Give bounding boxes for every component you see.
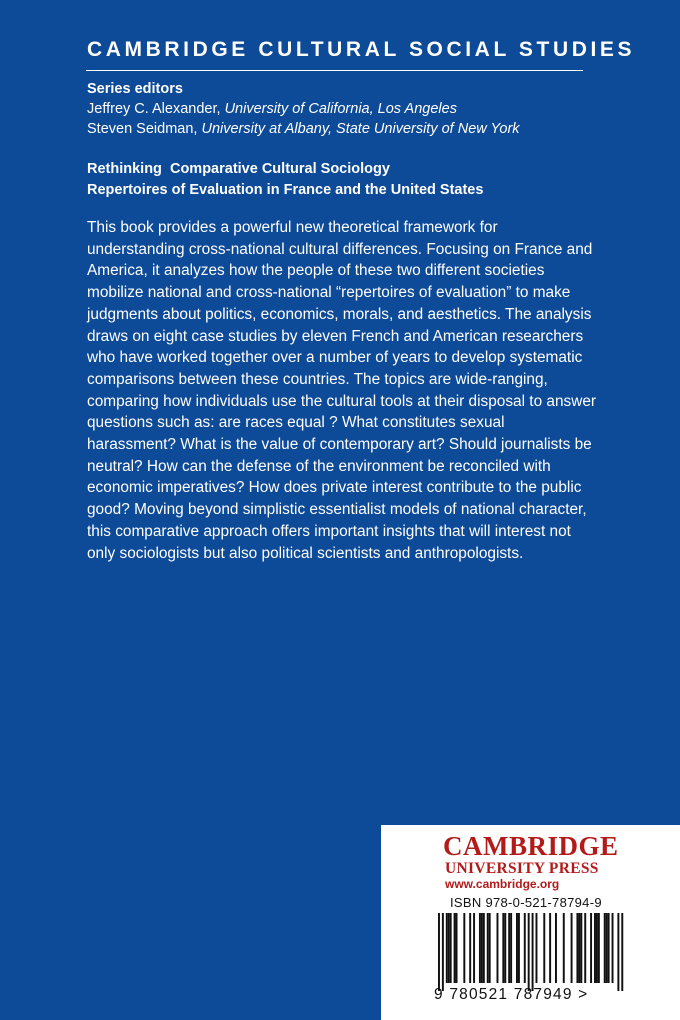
barcode-bar (483, 913, 485, 983)
barcode-bar (481, 913, 483, 983)
barcode-bar (454, 913, 456, 983)
barcode-bar (606, 913, 608, 983)
barcode-bar (508, 913, 510, 983)
editor-name: Steven Seidman, (87, 121, 198, 137)
barcode-bar (578, 913, 580, 983)
barcode-bar (543, 913, 545, 983)
barcode-bar (497, 913, 499, 983)
barcode-bar (528, 913, 530, 991)
barcode-bar (518, 913, 520, 983)
series-editors-heading: Series editors (87, 81, 183, 97)
barcode-bar (446, 913, 448, 983)
barcode-bar (516, 913, 518, 983)
editor-name: Jeffrey C. Alexander, (87, 101, 221, 117)
barcode-bar (612, 913, 614, 983)
editor-affiliation: University at Albany, State University of New York (201, 121, 520, 137)
barcode-bar (469, 913, 471, 983)
editor-affiliation: University of California, Los Angeles (224, 101, 457, 117)
barcode-bar (580, 913, 582, 983)
publisher-url: www.cambridge.org (445, 877, 560, 891)
isbn-label: ISBN 978-0-521-78794-9 (450, 895, 602, 910)
barcode-bar (479, 913, 481, 983)
barcode-bar (448, 913, 450, 983)
barcode-bar (604, 913, 606, 983)
barcode-bar (563, 913, 565, 983)
barcode-bar (549, 913, 551, 983)
barcode-bar (456, 913, 458, 983)
barcode-bar (473, 913, 475, 983)
barcode-bar (621, 913, 623, 991)
barcode-bar (608, 913, 610, 983)
series-divider (86, 70, 583, 71)
barcode-bar (438, 913, 440, 991)
barcode-bar (590, 913, 592, 983)
barcode-bar (504, 913, 506, 983)
series-editors (87, 79, 520, 139)
publisher-logo-name: CAMBRIDGE (443, 831, 619, 861)
barcode-bar (510, 913, 512, 983)
barcode-bar (502, 913, 504, 983)
barcode-bar (487, 913, 489, 983)
book-subtitle: Repertoires of Evaluation in France and the United States (87, 182, 484, 198)
barcode-bar (555, 913, 557, 983)
barcode-bar (617, 913, 619, 991)
book-description: This book provides a powerful new theoretical framework for understanding cross-national cultural differences. Focusing on France and America, it analyzes how the people of these two different societies mobilize national and cross-national “repertoires of evaluation” to make judgments about politics, economics, morals, and aesthetics. The analysis draws on eight case studies by eleven French and American researchers who have worked together over a number of years to develop systematic comparisons between these countries. The topics are wide-ranging, comparing how individuals use the cultural tools at their disposal to answer questions such as: are races equal ? What constitutes sexual harassment? What is the value of contemporary art? Should journalists be neutral? How can the defense of the environment be reconciled with economic imperatives? How does private interest contribute to the public good? Moving beyond simplistic essentialist models of national character, this comparative approach offers important insights that will interest not only sociologists but also political scientists and anthropologists. (87, 219, 597, 562)
barcode-digits: 9 780521 787949 > (434, 986, 589, 1003)
publisher-logo-subname: UNIVERSITY PRESS (445, 860, 599, 877)
barcode-bar (576, 913, 578, 983)
series-title: CAMBRIDGE CULTURAL SOCIAL STUDIES (87, 38, 636, 61)
barcode-bar (463, 913, 465, 983)
barcode-bar (598, 913, 600, 983)
series-editor (87, 119, 520, 139)
barcode-bar (442, 913, 444, 991)
barcode-bar (594, 913, 596, 983)
barcode (438, 913, 628, 995)
barcode-bar (489, 913, 491, 983)
publisher-panel (381, 825, 680, 1020)
series-editor (87, 99, 520, 119)
barcode-bar (532, 913, 534, 991)
barcode-bar (584, 913, 586, 983)
barcode-bar (596, 913, 598, 983)
barcode-bar (450, 913, 452, 983)
book-title-block (87, 159, 483, 201)
barcode-bar (524, 913, 526, 983)
barcode-bar (536, 913, 538, 983)
book-title: Rethinking Comparative Cultural Sociology (87, 161, 390, 177)
barcode-bar (571, 913, 573, 983)
